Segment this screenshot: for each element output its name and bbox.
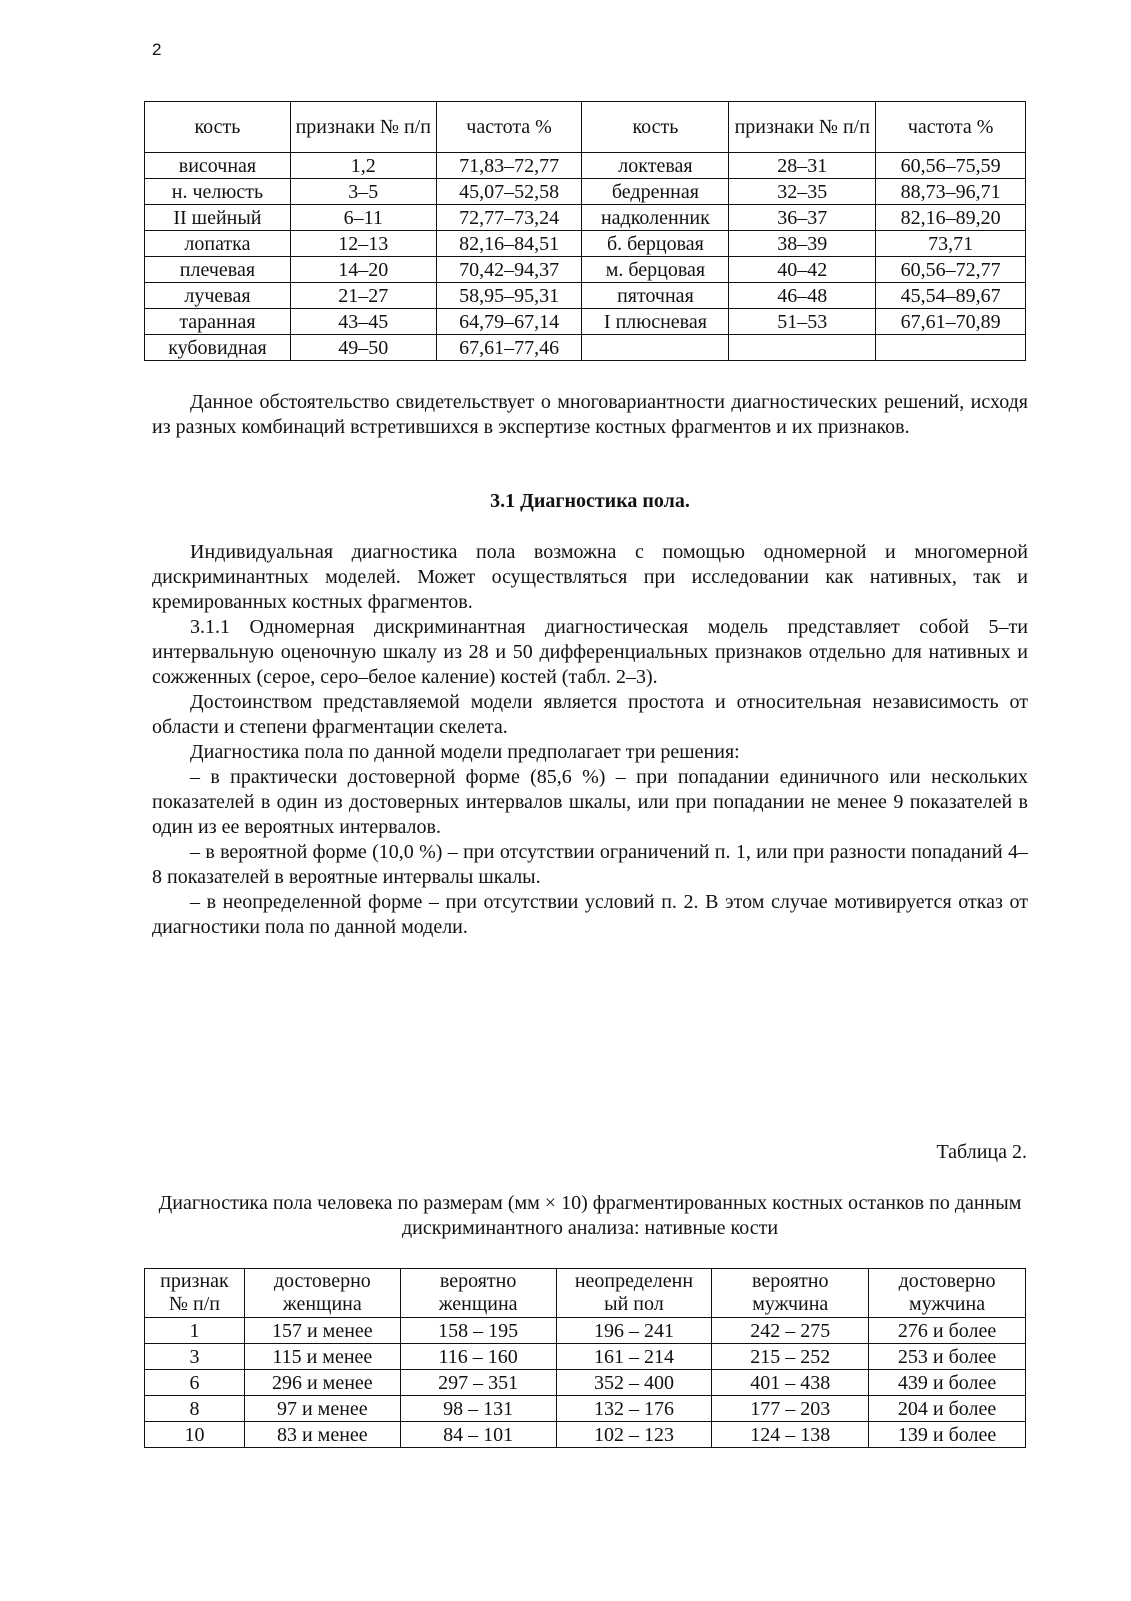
paragraph: Индивидуальная диагностика пола возможна с помощью одномерной и многомерной дискриминантных моделей. Может осуществляться при исследовании как нативных, так и кремированных костных фрагментов.	[152, 541, 1028, 613]
page-number: 2	[152, 40, 162, 59]
table-cell: 297 – 351	[400, 1370, 556, 1396]
table-cell: 60,56–72,77	[876, 257, 1026, 283]
table-cell: 401 – 438	[712, 1370, 869, 1396]
table-cell: 83 и менее	[244, 1422, 400, 1448]
table-cell: кубовидная	[145, 335, 291, 361]
table-cell: 102 – 123	[556, 1422, 712, 1448]
table-cell: 72,77–73,24	[436, 205, 582, 231]
sex-diagnosis-table	[144, 1268, 1026, 1448]
table-row	[145, 179, 1026, 205]
table-cell: 242 – 275	[712, 1318, 869, 1344]
paragraph: Диагностика пола по данной модели предполагает три решения:	[190, 741, 740, 763]
table-cell: плечевая	[145, 257, 291, 283]
table-cell	[876, 335, 1026, 361]
table-cell: 6	[145, 1370, 245, 1396]
table-header-row	[145, 102, 1026, 153]
table-row	[145, 309, 1026, 335]
table-cell: 12–13	[290, 231, 436, 257]
table-cell: 45,54–89,67	[876, 283, 1026, 309]
table-cell: 439 и более	[869, 1370, 1026, 1396]
table-cell: локтевая	[582, 153, 729, 179]
table-cell: 196 – 241	[556, 1318, 712, 1344]
paragraph: – в вероятной форме (10,0 %) – при отсутствии ограничений п. 1, или при разности попаданий 4–8 показателей в вероятные интервалы шкалы.	[152, 841, 1028, 888]
header-cell: признаки № п/п	[290, 102, 436, 153]
table-row	[145, 257, 1026, 283]
table-cell: 204 и более	[869, 1396, 1026, 1422]
table-cell: 158 – 195	[400, 1318, 556, 1344]
table-cell: 8	[145, 1396, 245, 1422]
table-cell: 51–53	[729, 309, 876, 335]
table-cell: 276 и более	[869, 1318, 1026, 1344]
table-cell: 21–27	[290, 283, 436, 309]
table-row	[145, 231, 1026, 257]
table-cell: 82,16–89,20	[876, 205, 1026, 231]
header-cell: неопределенн ый пол	[556, 1269, 712, 1318]
bone-frequency-table	[144, 101, 1026, 361]
table-cell: надколенник	[582, 205, 729, 231]
header-cell: достоверно женщина	[244, 1269, 400, 1318]
table-cell	[582, 335, 729, 361]
table-cell: 1,2	[290, 153, 436, 179]
table-cell: 116 – 160	[400, 1344, 556, 1370]
table-cell: 352 – 400	[556, 1370, 712, 1396]
table-cell: 70,42–94,37	[436, 257, 582, 283]
table-row	[145, 1422, 1026, 1448]
table-cell: 253 и более	[869, 1344, 1026, 1370]
table-cell: 14–20	[290, 257, 436, 283]
table-cell: 10	[145, 1422, 245, 1448]
intro-paragraph	[152, 390, 1028, 440]
table-row	[145, 335, 1026, 361]
table-cell: 88,73–96,71	[876, 179, 1026, 205]
table-row	[145, 153, 1026, 179]
table-cell: 115 и менее	[244, 1344, 400, 1370]
table-cell: I плюсневая	[582, 309, 729, 335]
table-row	[145, 1344, 1026, 1370]
table-cell: н. челюсть	[145, 179, 291, 205]
table-row	[145, 1370, 1026, 1396]
table-cell: 6–11	[290, 205, 436, 231]
table-cell: 97 и менее	[244, 1396, 400, 1422]
section-title: 3.1 Диагностика пола.	[490, 490, 690, 512]
paragraph: – в практически достоверной форме (85,6 %) – при попадании единичного или нескольких показателей в один из достоверных интервалов шкалы, или при попадании не менее 9 показателей в один из ее вероятных интервалов.	[152, 766, 1028, 838]
table-cell: 3	[145, 1344, 245, 1370]
paragraph: Данное обстоятельство свидетельствует о многовариантности диагностических решений, исходя из разных комбинаций встретившихся в экспертизе костных фрагментов и их признаков.	[152, 391, 1028, 438]
table-cell: 40–42	[729, 257, 876, 283]
table-row	[145, 1318, 1026, 1344]
table-cell: II шейный	[145, 205, 291, 231]
table-cell: 67,61–77,46	[436, 335, 582, 361]
table-cell	[729, 335, 876, 361]
table-caption: Диагностика пола человека по размерам (мм × 10) фрагментированных костных останков по данным дискриминантного анализа: нативные кости	[158, 1192, 1022, 1239]
header-cell: признак № п/п	[145, 1269, 245, 1318]
table-row	[145, 205, 1026, 231]
table-cell: 296 и менее	[244, 1370, 400, 1396]
header-cell: кость	[582, 102, 729, 153]
table-cell: 36–37	[729, 205, 876, 231]
paragraph: Достоинством представляемой модели является простота и относительная независимость от области и степени фрагментации скелета.	[152, 691, 1028, 738]
table-cell: 46–48	[729, 283, 876, 309]
table-cell: 124 – 138	[712, 1422, 869, 1448]
table-cell: 82,16–84,51	[436, 231, 582, 257]
header-cell: частота %	[436, 102, 582, 153]
table-cell: 49–50	[290, 335, 436, 361]
table-cell: 73,71	[876, 231, 1026, 257]
table-cell: пяточная	[582, 283, 729, 309]
table-cell: 28–31	[729, 153, 876, 179]
table-cell: 157 и менее	[244, 1318, 400, 1344]
table-cell: 3–5	[290, 179, 436, 205]
table-cell: 64,79–67,14	[436, 309, 582, 335]
table-cell: 32–35	[729, 179, 876, 205]
header-cell: кость	[145, 102, 291, 153]
header-cell: вероятно женщина	[400, 1269, 556, 1318]
table-cell: лопатка	[145, 231, 291, 257]
table-cell: 58,95–95,31	[436, 283, 582, 309]
table-cell: 38–39	[729, 231, 876, 257]
table-cell: 132 – 176	[556, 1396, 712, 1422]
table-cell: 177 – 203	[712, 1396, 869, 1422]
table-cell: бедренная	[582, 179, 729, 205]
table-row	[145, 1396, 1026, 1422]
table-cell: лучевая	[145, 283, 291, 309]
section-body	[152, 540, 1028, 940]
table-cell: 98 – 131	[400, 1396, 556, 1422]
table-cell: 1	[145, 1318, 245, 1344]
table-cell: 215 – 252	[712, 1344, 869, 1370]
table-label: Таблица 2.	[936, 1141, 1027, 1163]
table-cell: таранная	[145, 309, 291, 335]
table-cell: 45,07–52,58	[436, 179, 582, 205]
header-cell: достоверно мужчина	[869, 1269, 1026, 1318]
table-cell: 43–45	[290, 309, 436, 335]
table-cell: 161 – 214	[556, 1344, 712, 1370]
paragraph: 3.1.1 Одномерная дискриминантная диагностическая модель представляет собой 5–ти интервальную оценочную шкалу из 28 и 50 дифференциальных признаков отдельно для нативных и сожженных (серое, серо–белое каление) костей (табл. 2–3).	[152, 616, 1028, 688]
table-cell: 139 и более	[869, 1422, 1026, 1448]
header-cell: частота %	[876, 102, 1026, 153]
table-row	[145, 283, 1026, 309]
table-cell: м. берцовая	[582, 257, 729, 283]
table-cell: височная	[145, 153, 291, 179]
table-cell: 71,83–72,77	[436, 153, 582, 179]
paragraph: – в неопределенной форме – при отсутствии условий п. 2. В этом случае мотивируется отказ от диагностики пола по данной модели.	[152, 891, 1028, 938]
table-cell: 67,61–70,89	[876, 309, 1026, 335]
header-cell: вероятно мужчина	[712, 1269, 869, 1318]
table-cell: б. берцовая	[582, 231, 729, 257]
table-header-row	[145, 1269, 1026, 1318]
table-cell: 60,56–75,59	[876, 153, 1026, 179]
table-cell: 84 – 101	[400, 1422, 556, 1448]
header-cell: признаки № п/п	[729, 102, 876, 153]
